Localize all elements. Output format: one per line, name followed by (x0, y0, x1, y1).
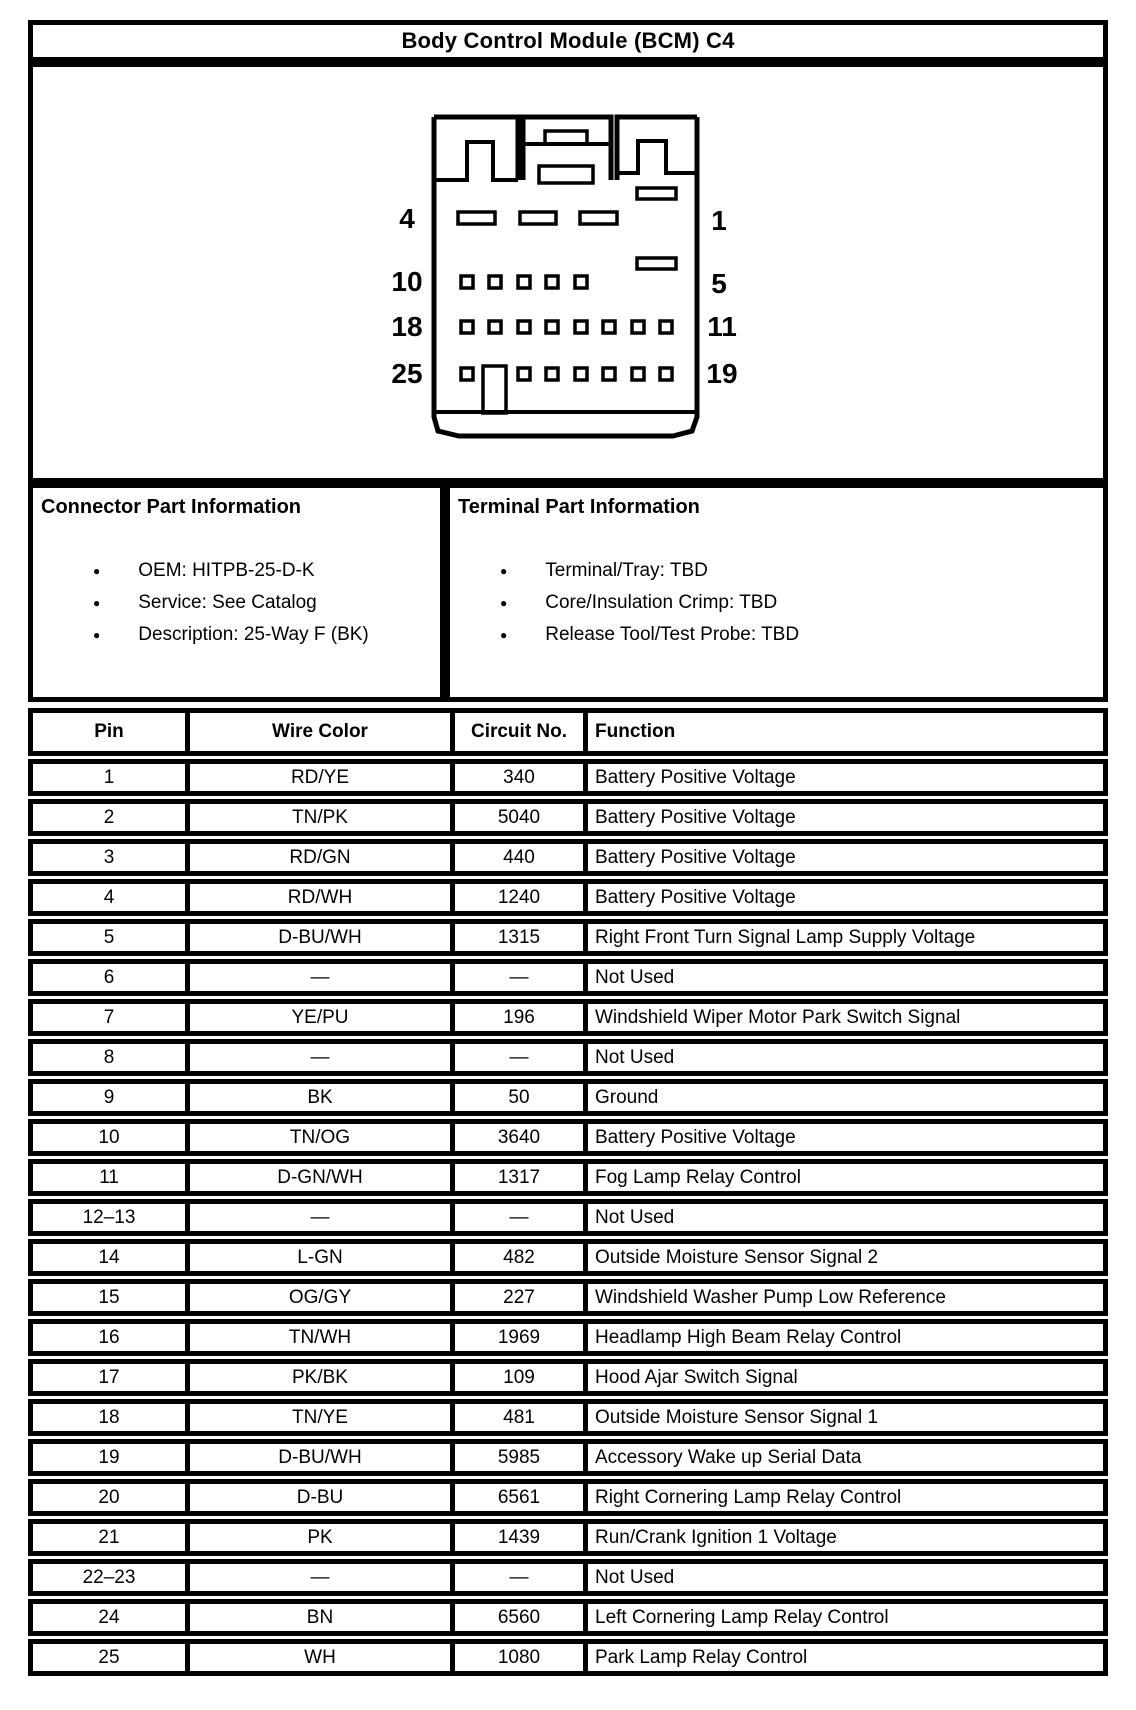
bullet-icon: ● (500, 596, 508, 610)
cell-pin: 8 (103, 1046, 115, 1068)
bullet-icon: ● (93, 596, 101, 610)
left-tab-notch (434, 142, 518, 180)
cavity-slot-pin5 (637, 258, 676, 269)
cell-wire_color: WH (185, 1644, 450, 1671)
cell-circuit_no: 440 (450, 844, 583, 871)
table-row (28, 919, 1108, 956)
cell-wire_color: TN/YE (185, 1404, 450, 1431)
cell-circuit_no: — (450, 964, 583, 991)
title-bar (28, 20, 1108, 62)
pin-label-right-19: 19 (706, 358, 738, 389)
table-header-row (28, 708, 1108, 756)
cell-function: Not Used (583, 1044, 1103, 1071)
table-row (28, 1479, 1108, 1516)
keying-rib (483, 366, 506, 413)
cell-wire_color: RD/GN (185, 844, 450, 871)
table-row (28, 1399, 1108, 1436)
terminal-part-info (450, 488, 1103, 697)
pin-label-left-4: 4 (399, 203, 415, 234)
cell-wire_color: — (185, 1564, 450, 1591)
connector-diagram-panel (28, 62, 1108, 483)
bullet-text: Terminal/Tray: TBD (545, 560, 708, 581)
bullet-item (450, 555, 1103, 587)
cell-function: Outside Moisture Sensor Signal 2 (583, 1244, 1103, 1271)
cavity-pin (603, 368, 615, 380)
bullet-text: Service: See Catalog (138, 592, 317, 613)
cell-pin: 4 (103, 886, 115, 908)
cell-circuit_no: 6560 (450, 1604, 583, 1631)
cell-function: Not Used (583, 1564, 1103, 1591)
column-header-circuit: Circuit No. (450, 713, 583, 751)
cavity-pin (632, 368, 644, 380)
table-row (28, 1199, 1108, 1236)
table-row (28, 879, 1108, 916)
pin-label-right-11: 11 (707, 311, 737, 342)
cell-pin: 24 (98, 1606, 120, 1628)
cell-function: Not Used (583, 964, 1103, 991)
pin-label-left-10: 10 (391, 266, 423, 297)
table-row (28, 1359, 1108, 1396)
table-row (28, 1639, 1108, 1676)
cell-pin: 19 (98, 1446, 120, 1468)
cavity-pin (575, 276, 587, 288)
pinout-table (28, 708, 1108, 1676)
cavity-pin (461, 321, 473, 333)
bullet-item (33, 555, 440, 587)
cell-pin: 15 (98, 1286, 120, 1308)
cell-pin: 14 (98, 1246, 120, 1268)
bullet-icon: ● (500, 564, 508, 578)
table-row (28, 759, 1108, 796)
cell-circuit_no: 482 (450, 1244, 583, 1271)
cell-pin: 3 (103, 846, 115, 868)
cell-pin: 1 (103, 766, 115, 788)
terminal-part-info-list (450, 555, 1103, 651)
pin-label-left-25: 25 (391, 358, 423, 389)
table-row (28, 999, 1108, 1036)
column-header-function: Function (583, 713, 1103, 751)
cell-wire_color: OG/GY (185, 1284, 450, 1311)
cell-wire_color: — (185, 1044, 450, 1071)
cell-pin: 12–13 (82, 1206, 136, 1228)
bullet-item (450, 619, 1103, 651)
cell-pin: 20 (98, 1486, 120, 1508)
connector-part-info (33, 488, 450, 697)
cell-wire_color: YE/PU (185, 1004, 450, 1031)
cell-circuit_no: 1439 (450, 1524, 583, 1551)
table-row (28, 1239, 1108, 1276)
cavity-slot (539, 166, 593, 183)
bullet-text: Release Tool/Test Probe: TBD (545, 624, 800, 645)
cell-pin: 11 (99, 1166, 119, 1188)
cell-pin: 21 (98, 1526, 120, 1548)
table-row (28, 1559, 1108, 1596)
bullet-icon: ● (93, 564, 101, 578)
bullet-text: Core/Insulation Crimp: TBD (545, 592, 778, 613)
cell-wire_color: D-BU (185, 1484, 450, 1511)
cell-function: Right Front Turn Signal Lamp Supply Voltage (583, 924, 1103, 951)
cavity-pin (518, 368, 530, 380)
cell-function: Right Cornering Lamp Relay Control (583, 1484, 1103, 1511)
pinout-rows (28, 759, 1108, 1676)
table-row (28, 1319, 1108, 1356)
cell-circuit_no: 227 (450, 1284, 583, 1311)
cavity-pin (575, 321, 587, 333)
cell-circuit_no: 1317 (450, 1164, 583, 1191)
bullet-item (450, 587, 1103, 619)
cell-function: Windshield Wiper Motor Park Switch Signal (583, 1004, 1103, 1031)
cell-wire_color: TN/OG (185, 1124, 450, 1151)
bullet-icon: ● (93, 628, 101, 642)
cell-circuit_no: 1969 (450, 1324, 583, 1351)
cell-circuit_no: 109 (450, 1364, 583, 1391)
pin-label-right-5: 5 (711, 268, 727, 299)
cell-circuit_no: 196 (450, 1004, 583, 1031)
table-row (28, 1039, 1108, 1076)
cell-pin: 17 (98, 1366, 120, 1388)
table-row (28, 1119, 1108, 1156)
terminal-part-info-heading: Terminal Part Information (458, 496, 700, 518)
cavity-pin (575, 368, 587, 380)
cell-function: Outside Moisture Sensor Signal 1 (583, 1404, 1103, 1431)
cell-circuit_no: — (450, 1204, 583, 1231)
connector-middle-tab (523, 117, 611, 180)
cell-wire_color: — (185, 964, 450, 991)
cavity-pin (546, 276, 558, 288)
cell-function: Not Used (583, 1204, 1103, 1231)
cavity-pin (518, 321, 530, 333)
connector-diagram (33, 67, 1103, 478)
cell-wire_color: BK (185, 1084, 450, 1111)
cell-function: Battery Positive Voltage (583, 884, 1103, 911)
cell-function: Battery Positive Voltage (583, 1124, 1103, 1151)
cell-pin: 18 (98, 1406, 120, 1428)
connector-left-tab (434, 117, 518, 180)
table-row (28, 839, 1108, 876)
cell-circuit_no: 3640 (450, 1124, 583, 1151)
page-title: Body Control Module (BCM) C4 (401, 28, 735, 53)
cell-pin: 7 (103, 1006, 115, 1028)
cell-circuit_no: 5040 (450, 804, 583, 831)
table-row (28, 959, 1108, 996)
connector-right-tab (617, 117, 697, 180)
cell-circuit_no: 1315 (450, 924, 583, 951)
cavity-pin (546, 368, 558, 380)
cell-function: Left Cornering Lamp Relay Control (583, 1604, 1103, 1631)
cell-wire_color: PK/BK (185, 1364, 450, 1391)
cell-function: Battery Positive Voltage (583, 804, 1103, 831)
cell-circuit_no: 340 (450, 764, 583, 791)
cell-function: Accessory Wake up Serial Data (583, 1444, 1103, 1471)
cell-circuit_no: — (450, 1564, 583, 1591)
cell-pin: 2 (103, 806, 115, 828)
cavity-pin (546, 321, 558, 333)
cavity-pin (489, 321, 501, 333)
cell-function: Park Lamp Relay Control (583, 1644, 1103, 1671)
table-row (28, 1439, 1108, 1476)
connector-part-info-heading: Connector Part Information (41, 496, 302, 518)
bullet-item (33, 619, 440, 651)
cell-wire_color: TN/PK (185, 804, 450, 831)
cavity-slot (520, 212, 556, 224)
table-row (28, 1159, 1108, 1196)
cell-pin: 5 (103, 926, 115, 948)
cell-wire_color: — (185, 1204, 450, 1231)
cell-wire_color: TN/WH (185, 1324, 450, 1351)
column-header-pin: Pin (94, 721, 124, 742)
column-header-wire: Wire Color (185, 713, 450, 751)
cell-wire_color: RD/YE (185, 764, 450, 791)
cell-pin: 25 (98, 1646, 120, 1668)
cell-function: Battery Positive Voltage (583, 844, 1103, 871)
cavity-slot-pin1 (637, 188, 676, 199)
cell-circuit_no: 1240 (450, 884, 583, 911)
cavity-pin (660, 368, 672, 380)
pin-label-left-18: 18 (391, 311, 423, 342)
cavity-pin (660, 321, 672, 333)
cell-circuit_no: 5985 (450, 1444, 583, 1471)
right-tab-notch (617, 141, 697, 173)
cavity-pin (603, 321, 615, 333)
cell-circuit_no: 6561 (450, 1484, 583, 1511)
table-row (28, 799, 1108, 836)
cell-pin: 6 (103, 966, 115, 988)
table-row (28, 1519, 1108, 1556)
bullet-text: OEM: HITPB-25-D-K (138, 560, 315, 581)
cavity-slot (580, 212, 617, 224)
cell-wire_color: D-BU/WH (185, 1444, 450, 1471)
cell-pin: 22–23 (82, 1566, 136, 1588)
cavity-slot (458, 212, 495, 224)
cell-pin: 16 (98, 1326, 120, 1348)
bullet-item (33, 587, 440, 619)
cell-function: Hood Ajar Switch Signal (583, 1364, 1103, 1391)
cell-circuit_no: 481 (450, 1404, 583, 1431)
connector-part-info-list (33, 555, 440, 651)
cell-wire_color: RD/WH (185, 884, 450, 911)
cavity-pin (518, 276, 530, 288)
cell-function: Run/Crank Ignition 1 Voltage (583, 1524, 1103, 1551)
bullet-icon: ● (500, 628, 508, 642)
cell-wire_color: D-BU/WH (185, 924, 450, 951)
cell-function: Battery Positive Voltage (583, 764, 1103, 791)
cavity-pin (632, 321, 644, 333)
cell-wire_color: L-GN (185, 1244, 450, 1271)
table-row (28, 1079, 1108, 1116)
pin-label-right-1: 1 (711, 205, 727, 236)
cell-function: Headlamp High Beam Relay Control (583, 1324, 1103, 1351)
cavity-pin (489, 276, 501, 288)
cell-wire_color: PK (185, 1524, 450, 1551)
cell-circuit_no: 50 (450, 1084, 583, 1111)
cell-wire_color: D-GN/WH (185, 1164, 450, 1191)
cell-function: Windshield Washer Pump Low Reference (583, 1284, 1103, 1311)
cell-function: Ground (583, 1084, 1103, 1111)
cell-circuit_no: 1080 (450, 1644, 583, 1671)
cavity-pin (461, 368, 473, 380)
bullet-text: Description: 25-Way F (BK) (138, 624, 369, 645)
cell-wire_color: BN (185, 1604, 450, 1631)
cell-function: Fog Lamp Relay Control (583, 1164, 1103, 1191)
cell-pin: 9 (103, 1086, 115, 1108)
table-row (28, 1279, 1108, 1316)
cavity-pin (461, 276, 473, 288)
part-information-panel (28, 483, 1108, 702)
cell-circuit_no: — (450, 1044, 583, 1071)
cell-pin: 10 (98, 1126, 120, 1148)
table-row (28, 1599, 1108, 1636)
